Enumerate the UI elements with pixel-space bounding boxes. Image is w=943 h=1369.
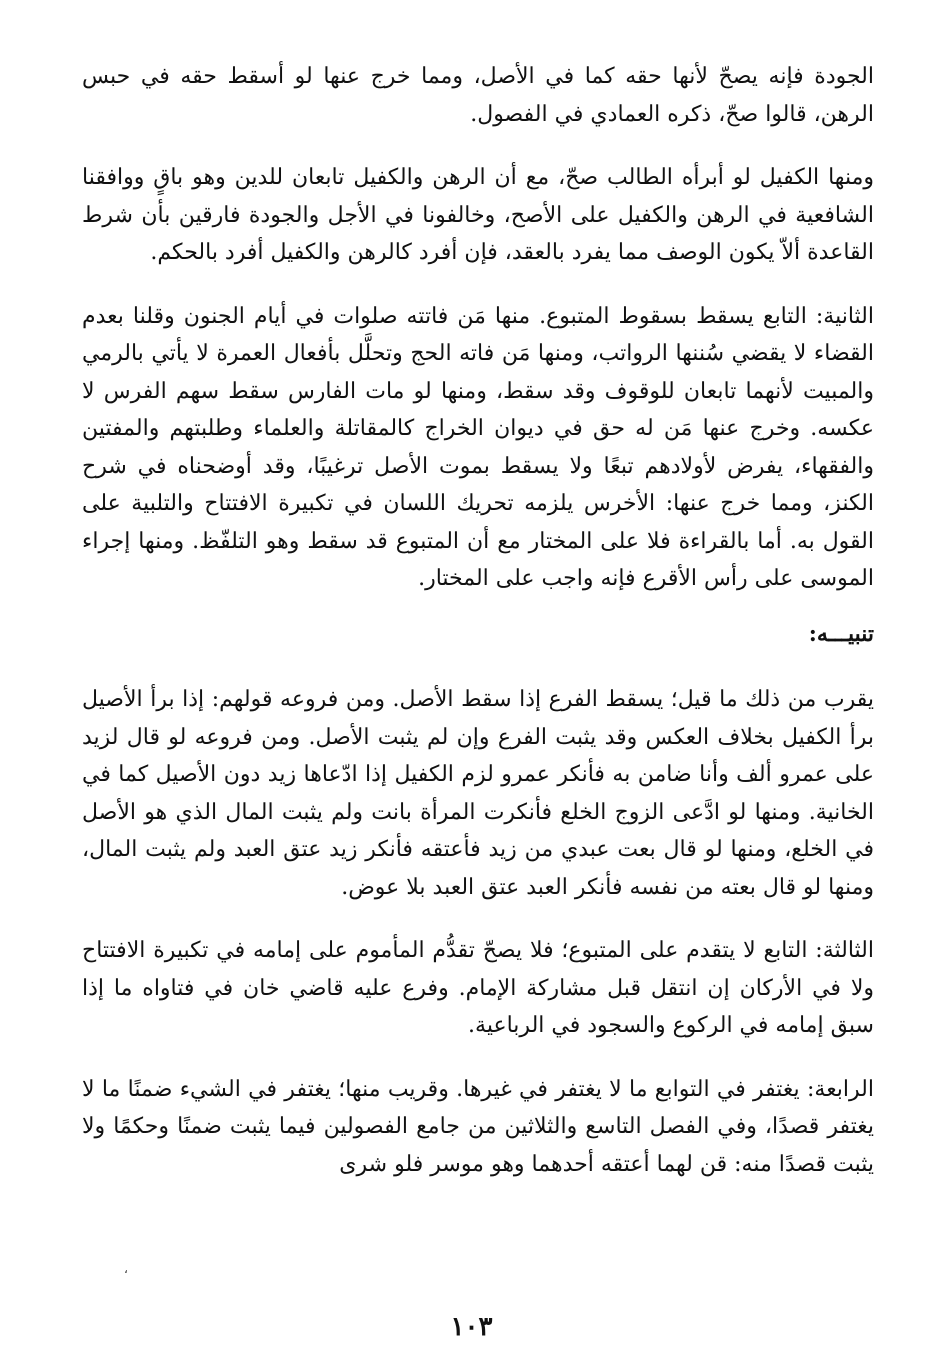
page-number: ١٠٣: [450, 1312, 493, 1342]
paragraph-second-rule: الثانية: التابع يسقط بسقوط المتبوع. منها مَن فاتته صلوات في أيام الجنون وقلنا بعدم القضاء لا يقضي سُننها الرواتب، ومنها مَن فاته الحج وتحلَّل بأفعال العمرة لا يأتي بالرمي والمبيت لأنهما تابعان للوقوف وقد سقط، ومنها لو مات الفارس سقط سهم الفرس لا عكسه. وخرج عنها مَن له حق في ديوان الخراج كالمقاتلة والعلماء وطلبتهم والمفتين والفقهاء، يفرض لأولادهم تبعًا ولا يسقط بموت الأصل ترغيبًا، وقد أوضحناه في شرح الكنز، ومما خرج عنها: الأخرس يلزمه تحريك اللسان في تكبيرة الافتتاح والتلبية على القول به. أما بالقراءة فلا على المختار مع أن المتبوع قد سقط وهو التلفّظ. ومنها إجراء الموسى على رأس الأقرع فإنه واجب على المختار.: [82, 303, 874, 591]
paragraph-jawda: الجودة فإنه يصحّ لأنها حقه كما في الأصل، ومما خرج عنها لو أسقط حقه في حبس الرهن، قالوا صحّ، ذكره العمادي في الفصول.: [82, 64, 874, 127]
paragraph-kafil: ومنها الكفيل لو أبرأه الطالب صحّ، مع أن الرهن والكفيل تابعان للدين وهو باقٍ ووافقنا الشافعية في الرهن والكفيل على الأصح، وخالفونا في الأجل والجودة فارقين بأن شرط القاعدة ألاّ يكون الوصف مما يفرد بالعقد، فإن أفرد كالرهن والكفيل أفرد بالحكم.: [82, 165, 874, 265]
section-heading: تنبيـــه:: [808, 620, 874, 647]
margin-mark: ،: [124, 1262, 128, 1276]
paragraph-third-rule: الثالثة: التابع لا يتقدم على المتبوع؛ فلا يصحّ تقدُّم المأموم على إمامه في تكبيرة الافتتاح ولا في الأركان إن انتقل قبل مشاركة الإمام. وفرع عليه قاضي خان في فتاواه ما إذا سبق إمامه في الركوع والسجود في الرباعية.: [82, 938, 874, 1038]
paragraph-fourth-rule: الرابعة: يغتفر في التوابع ما لا يغتفر في غيرها. وقريب منها؛ يغتفر في الشيء ضمنًا ما لا يغتفر قصدًا، وفي الفصل التاسع والثلاثين من جامع الفصولين فيما يثبت ضمنًا وحكمًا ولا يثبت قصدًا منه: قن لهما أعتقه أحدهما وهو موسر فلو شرى: [82, 1076, 874, 1177]
page-body: [82, 58, 874, 1209]
paragraph-tanbih: يقرب من ذلك ما قيل؛ يسقط الفرع إذا سقط الأصل. ومن فروعه قولهم: إذا برأ الأصيل برأ الكفيل بخلاف العكس وقد يثبت الفرع وإن لم يثبت الأصل. ومن فروعه لو قال لزيد على عمرو ألف وأنا ضامن به فأنكر عمرو لزم الكفيل إذا ادّعاها زيد دون الأصيل كما في الخانية. ومنها لو ادَّعى الزوج الخلع فأنكرت المرأة بانت ولم يثبت المال الذي هو الأصل في الخلع، ومنها لو قال بعت عبدي من زيد فأعتقه فأنكر زيد عتق العبد ولم يثبت المال، ومنها لو قال بعته من نفسه فأنكر العبد عتق العبد بلا عوض.: [82, 687, 874, 900]
